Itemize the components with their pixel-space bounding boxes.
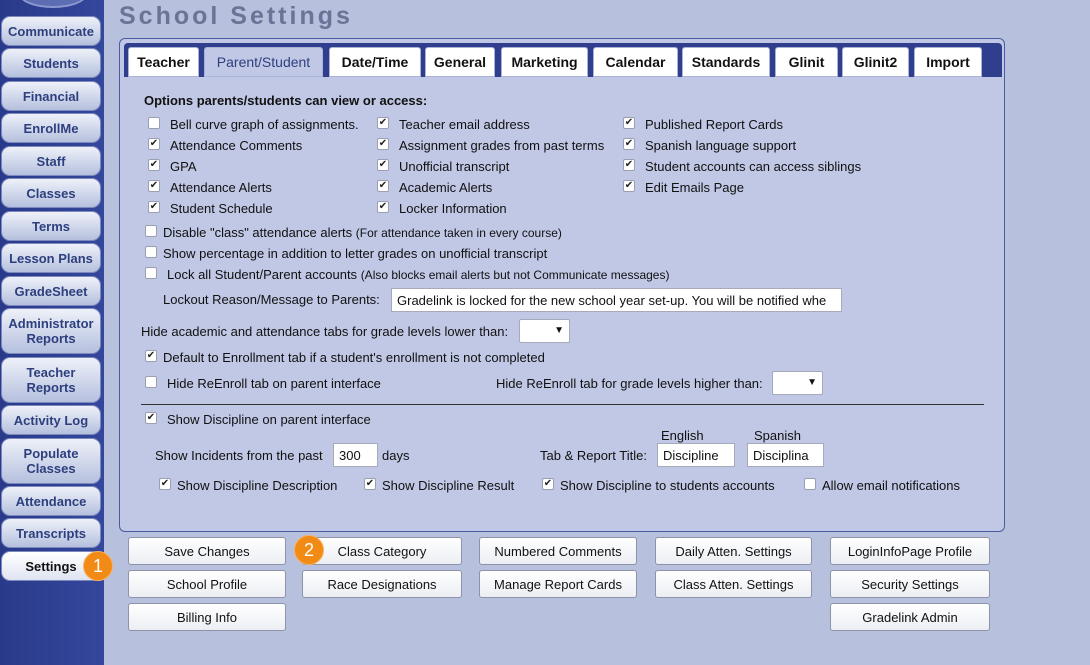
sidebar-item-administrator-reports[interactable]: Administrator Reports (1, 308, 101, 354)
checkbox-attendance-alerts[interactable] (148, 180, 160, 192)
checkbox-discipline-description[interactable] (159, 478, 171, 490)
label-edit-emails-page: Edit Emails Page (645, 180, 744, 195)
race-designations-button[interactable]: Race Designations (302, 570, 462, 598)
disable-class-alerts-text: Disable "class" attendance alerts (163, 225, 353, 240)
sidebar-item-enrollme[interactable]: EnrollMe (1, 113, 101, 143)
english-title-input[interactable]: Discipline (657, 443, 735, 467)
label-hide-reenroll-higher: Hide ReEnroll tab for grade levels higher than: (496, 376, 763, 391)
label-published-report-cards: Published Report Cards (645, 117, 784, 132)
label-tab-report-title: Tab & Report Title: (540, 448, 647, 463)
label-english: English (661, 428, 704, 443)
label-attendance-comments: Attendance Comments (170, 138, 303, 153)
step-badge-1: 1 (83, 551, 113, 581)
checkbox-show-discipline[interactable] (145, 412, 157, 424)
label-attendance-alerts: Attendance Alerts (170, 180, 272, 195)
save-changes-button[interactable]: Save Changes (128, 537, 286, 565)
checkbox-published-report-cards[interactable] (623, 117, 635, 129)
checkbox-discipline-to-students[interactable] (542, 478, 554, 490)
sidebar-item-teacher-reports[interactable]: Teacher Reports (1, 357, 101, 403)
label-email-notifications: Allow email notifications (822, 478, 961, 493)
label-teacher-email: Teacher email address (399, 117, 530, 132)
checkbox-access-siblings[interactable] (623, 159, 635, 171)
checkbox-unofficial-transcript[interactable] (377, 159, 389, 171)
label-show-incidents: Show Incidents from the past (155, 448, 323, 463)
tab-parent-student[interactable]: Parent/Student (204, 47, 323, 77)
hide-tabs-lower-select[interactable] (519, 319, 570, 343)
label-disable-class-alerts (163, 225, 562, 240)
checkbox-discipline-result[interactable] (364, 478, 376, 490)
checkbox-student-schedule[interactable] (148, 201, 160, 213)
label-spanish-support: Spanish language support (645, 138, 797, 153)
label-discipline-to-students: Show Discipline to students accounts (560, 478, 775, 493)
tab-teacher[interactable]: Teacher (128, 47, 199, 77)
tab-standards[interactable]: Standards (682, 47, 770, 77)
label-discipline-description: Show Discipline Description (177, 478, 338, 493)
checkbox-show-percentage[interactable] (145, 246, 157, 258)
sidebar-logo-cap (18, 0, 88, 8)
security-settings-button[interactable]: Security Settings (830, 570, 990, 598)
sidebar-item-settings[interactable]: Settings (1, 551, 101, 581)
tab-glinit[interactable]: Glinit (775, 47, 838, 77)
label-locker-information: Locker Information (399, 201, 507, 216)
options-heading: Options parents/students can view or access: (144, 93, 428, 108)
checkbox-attendance-comments[interactable] (148, 138, 160, 150)
label-hide-reenroll: Hide ReEnroll tab on parent interface (167, 376, 381, 391)
label-bell-curve: Bell curve graph of assignments. (170, 117, 359, 132)
class-category-button[interactable]: Class Category (302, 537, 462, 565)
incidents-days-input[interactable]: 300 (333, 443, 378, 467)
page-title: School Settings (119, 2, 353, 30)
label-student-schedule: Student Schedule (170, 201, 273, 216)
step-badge-2: 2 (294, 535, 324, 565)
sidebar-item-gradesheet[interactable]: GradeSheet (1, 276, 101, 306)
sidebar-item-staff[interactable]: Staff (1, 146, 101, 176)
label-hide-tabs-lower: Hide academic and attendance tabs for grade levels lower than: (141, 324, 509, 339)
label-spanish: Spanish (754, 428, 801, 443)
label-default-enrollment: Default to Enrollment tab if a student's enrollment is not completed (163, 350, 545, 365)
sidebar-item-students[interactable]: Students (1, 48, 101, 78)
sidebar-item-populate-classes[interactable]: Populate Classes (1, 438, 101, 484)
checkbox-hide-reenroll[interactable] (145, 376, 157, 388)
sidebar-item-lesson-plans[interactable]: Lesson Plans (1, 243, 101, 273)
label-discipline-result: Show Discipline Result (382, 478, 515, 493)
checkbox-bell-curve[interactable] (148, 117, 160, 129)
checkbox-spanish-support[interactable] (623, 138, 635, 150)
gradelink-admin-button[interactable]: Gradelink Admin (830, 603, 990, 631)
label-academic-alerts: Academic Alerts (399, 180, 493, 195)
checkbox-gpa[interactable] (148, 159, 160, 171)
tab-general[interactable]: General (425, 47, 495, 77)
label-access-siblings: Student accounts can access siblings (645, 159, 862, 174)
lock-accounts-note: (Also blocks email alerts but not Communicate messages) (360, 268, 670, 282)
checkbox-lock-accounts[interactable] (145, 267, 157, 279)
tab-marketing[interactable]: Marketing (501, 47, 588, 77)
billing-info-button[interactable]: Billing Info (128, 603, 286, 631)
tab-calendar[interactable]: Calendar (593, 47, 678, 77)
chevron-down-icon: ▼ (554, 325, 564, 336)
spanish-title-input[interactable]: Disciplina (747, 443, 824, 467)
label-lock-accounts (167, 267, 669, 282)
section-divider (141, 404, 984, 405)
chevron-down-icon: ▼ (807, 377, 817, 388)
checkbox-edit-emails-page[interactable] (623, 180, 635, 192)
tab-date-time[interactable]: Date/Time (329, 47, 421, 77)
checkbox-academic-alerts[interactable] (377, 180, 389, 192)
label-days: days (382, 448, 410, 463)
sidebar-item-classes[interactable]: Classes (1, 178, 101, 208)
logininfo-profile-button[interactable]: LoginInfoPage Profile (830, 537, 990, 565)
label-gpa: GPA (170, 159, 197, 174)
sidebar-item-communicate[interactable]: Communicate (1, 16, 101, 46)
daily-atten-settings-button[interactable]: Daily Atten. Settings (655, 537, 812, 565)
label-show-discipline: Show Discipline on parent interface (167, 412, 371, 427)
tab-import[interactable]: Import (914, 47, 982, 77)
tab-glinit2[interactable]: Glinit2 (842, 47, 909, 77)
sidebar-item-transcripts[interactable]: Transcripts (1, 518, 101, 548)
sidebar-item-activity-log[interactable]: Activity Log (1, 405, 101, 435)
sidebar-item-attendance[interactable]: Attendance (1, 486, 101, 516)
numbered-comments-button[interactable]: Numbered Comments (479, 537, 637, 565)
label-unofficial-transcript: Unofficial transcript (399, 159, 510, 174)
disable-class-alerts-note: (For attendance taken in every course) (355, 226, 562, 240)
sidebar-item-terms[interactable]: Terms (1, 211, 101, 241)
label-lockout-reason: Lockout Reason/Message to Parents: (163, 292, 380, 307)
checkbox-email-notifications[interactable] (804, 478, 816, 490)
school-profile-button[interactable]: School Profile (128, 570, 286, 598)
label-assignment-grades-past: Assignment grades from past terms (399, 138, 605, 153)
hide-reenroll-higher-select[interactable] (772, 371, 823, 395)
lock-accounts-text: Lock all Student/Parent accounts (167, 267, 358, 282)
checkbox-disable-class-alerts[interactable] (145, 225, 157, 237)
manage-report-cards-button[interactable]: Manage Report Cards (479, 570, 637, 598)
checkbox-default-enrollment[interactable] (145, 350, 157, 362)
checkbox-teacher-email[interactable] (377, 117, 389, 129)
class-atten-settings-button[interactable]: Class Atten. Settings (655, 570, 812, 598)
lockout-reason-input[interactable]: Gradelink is locked for the new school year set-up. You will be notified whe (391, 288, 842, 312)
label-show-percentage: Show percentage in addition to letter grades on unofficial transcript (163, 246, 548, 261)
sidebar-item-financial[interactable]: Financial (1, 81, 101, 111)
checkbox-assignment-grades-past[interactable] (377, 138, 389, 150)
tab-bar (124, 43, 1002, 77)
checkbox-locker-information[interactable] (377, 201, 389, 213)
